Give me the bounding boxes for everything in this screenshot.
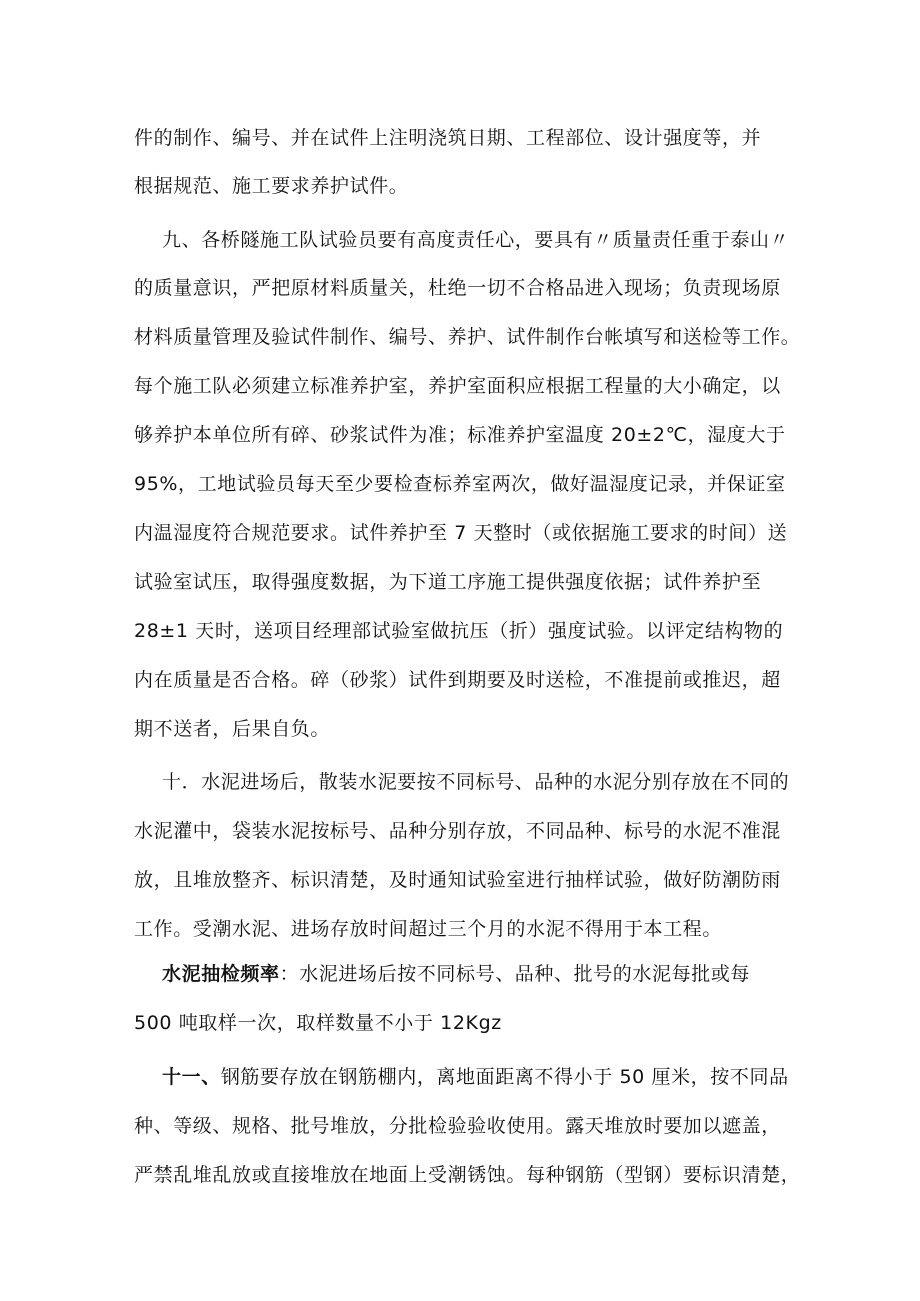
paragraph-line: 内在质量是否合格。碎（砂浆）试件到期要及时送检，不准提前或推迟，超 <box>134 669 781 691</box>
paragraph-line: 严禁乱堆乱放或直接堆放在地面上受潮锈蚀。每种钢筋（型钢）要标识清楚， <box>134 1164 801 1186</box>
cement-sampling-title: 水泥抽检频率 <box>162 963 280 985</box>
cement-sampling-text: ：水泥进场后按不同标号、品种、批号的水泥每批或每 <box>279 963 751 985</box>
section-eleven-text: 钢筋要存放在钢筋棚内，离地面距离不得小于 50 厘米，按不同品 <box>220 1066 789 1088</box>
paragraph-line: 内温湿度符合规范要求。试件养护至 7 天整时（或依据施工要求的时间）送 <box>134 522 788 544</box>
paragraph-line: 十．水泥进场后，散装水泥要按不同标号、品种的水泥分别存放在不同的 <box>162 771 790 793</box>
paragraph-line: 根据规范、施工要求养护试件。 <box>134 175 409 197</box>
paragraph-line: 试验室试压，取得强度数据，为下道工序施工提供强度依据；试件养护至 <box>134 571 762 593</box>
paragraph-line: 种、等级、规格、批号堆放，分批检验验收使用。露天堆放时要加以遮盖， <box>134 1115 781 1137</box>
paragraph-line: 工作。受潮水泥、进场存放时间超过三个月的水泥不得用于本工程。 <box>134 918 723 940</box>
section-eleven-line <box>162 1065 789 1089</box>
paragraph-line: 95%，工地试验员每天至少要检查标养室两次，做好温湿度记录，并保证室 <box>134 473 786 495</box>
paragraph-line: 放，且堆放整齐、标识清楚，及时通知试验室进行抽样试验，做好防潮防雨 <box>134 869 781 891</box>
section-eleven-heading: 十一、 <box>162 1066 221 1088</box>
paragraph-line: 材料质量管理及验试件制作、编号、养护、试件制作台帐填写和送检等工作。 <box>134 326 801 348</box>
paragraph-line: 期不送者，后果自负。 <box>134 718 331 740</box>
paragraph-line: 件的制作、编号、并在试件上注明浇筑日期、工程部位、设计强度等，并 <box>134 127 762 149</box>
paragraph-line: 500 吨取样一次，取样数量不小于 12Kgz <box>134 1012 502 1034</box>
paragraph-line: 够养护本单位所有碎、砂浆试件为准；标准养护室温度 20±2℃，湿度大于 <box>134 424 786 446</box>
paragraph-line: 九、各桥隧施工队试验员要有高度责任心，要具有〃质量责任重于泰山〃 <box>162 229 790 251</box>
paragraph-line: 水泥灌中，袋装水泥按标号、品种分别存放，不同品种、标号的水泥不准混 <box>134 820 781 842</box>
cement-sampling-line <box>162 962 750 986</box>
paragraph-line: 的质量意识，严把原材料质量关，杜绝一切不合格品进入现场；负责现场原 <box>134 277 781 299</box>
paragraph-line: 28±1 天时，送项目经理部试验室做抗压（折）强度试验。以评定结构物的 <box>134 620 784 642</box>
paragraph-line: 每个施工队必须建立标准养护室，养护室面积应根据工程量的大小确定，以 <box>134 375 781 397</box>
